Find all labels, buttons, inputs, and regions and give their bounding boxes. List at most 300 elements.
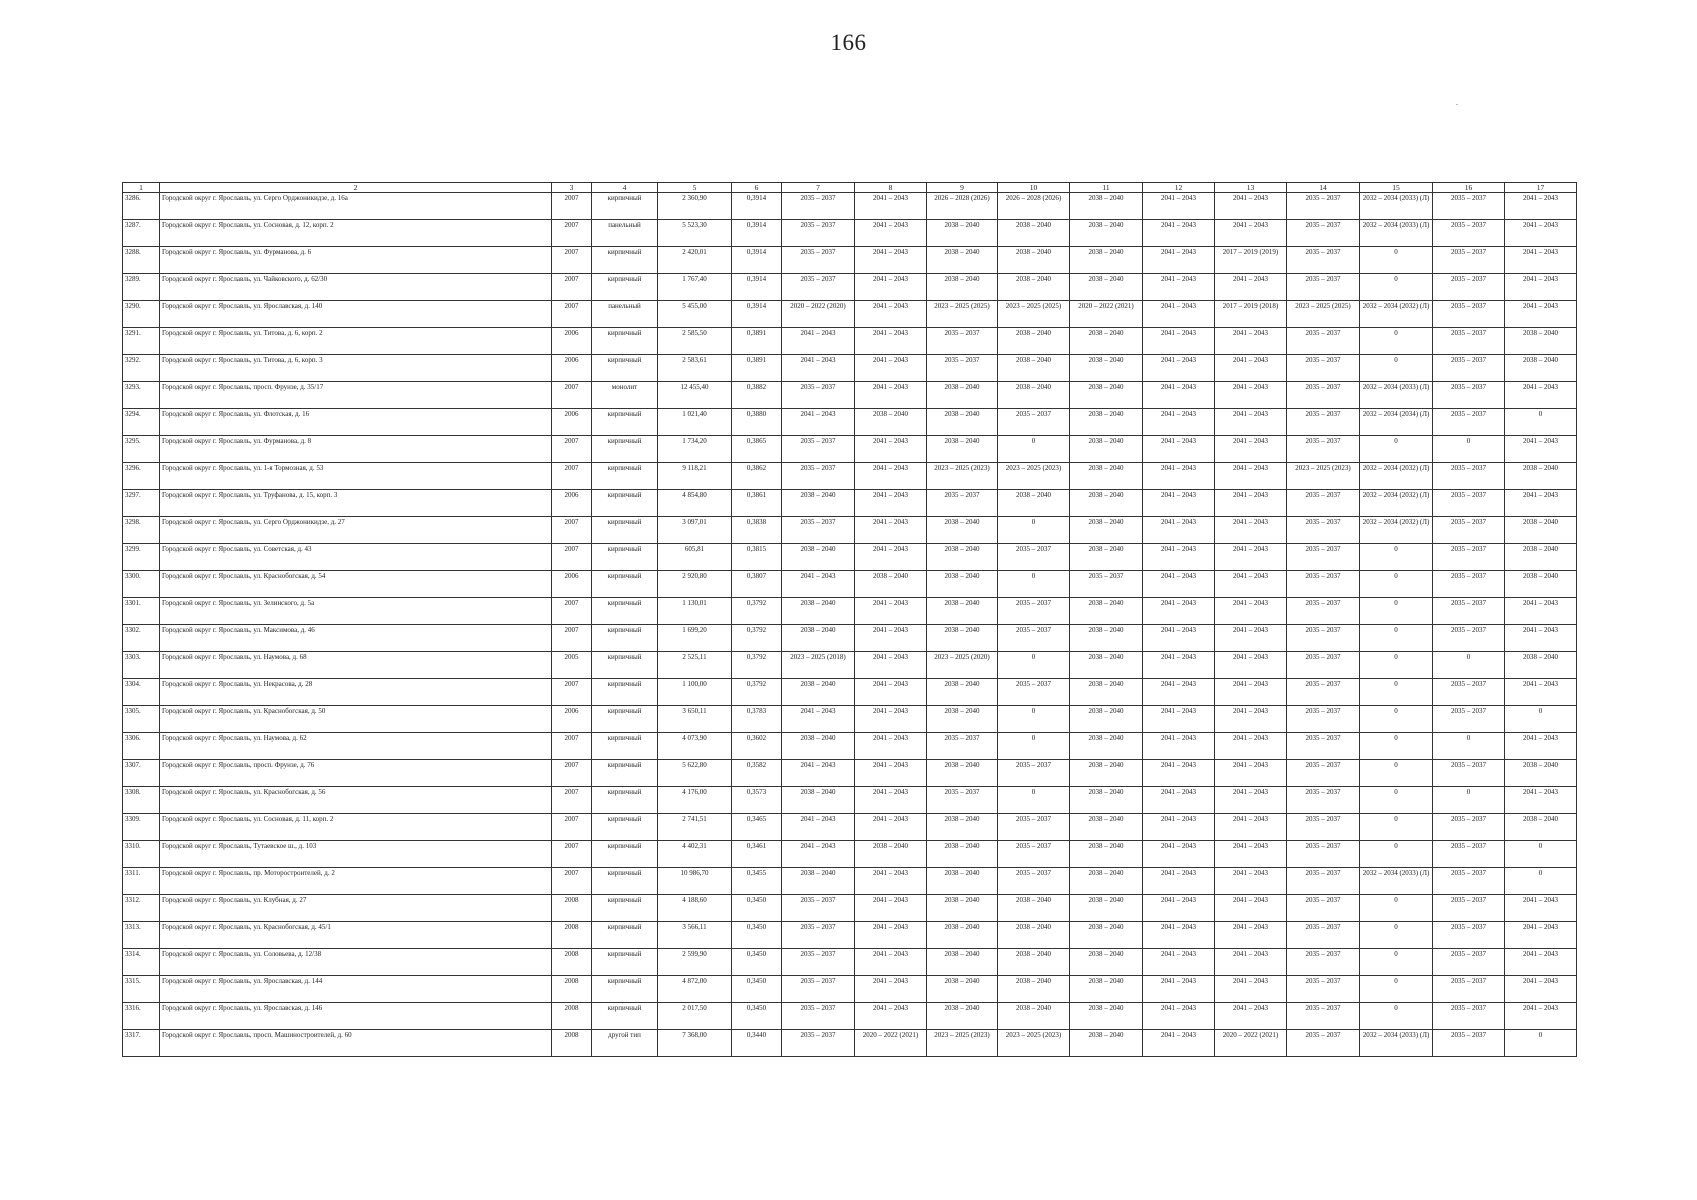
table-cell: 0: [1360, 706, 1433, 733]
table-cell: 3317.: [123, 1030, 160, 1057]
table-cell: 2007: [552, 598, 592, 625]
table-cell: 2041 – 2043: [1215, 706, 1287, 733]
address-cell: Городской округ г. Ярославль, ул. Сосновая, д. 12, корп. 2: [160, 220, 552, 247]
table-cell: 2041 – 2043: [855, 976, 927, 1003]
table-cell: 2 360,90: [658, 193, 732, 220]
table-cell: 0: [1360, 733, 1433, 760]
table-cell: 2007: [552, 544, 592, 571]
table-cell: кирпичный: [592, 625, 658, 652]
table-cell: 2041 – 2043: [1143, 922, 1215, 949]
column-header: 10: [998, 183, 1070, 193]
table-cell: 2038 – 2040: [927, 517, 998, 544]
table-cell: 2041 – 2043: [855, 895, 927, 922]
table-cell: 2007: [552, 787, 592, 814]
table-cell: 2041 – 2043: [1505, 625, 1577, 652]
table-cell: 2035 – 2037: [1287, 247, 1360, 274]
table-cell: 2035 – 2037: [1433, 841, 1505, 868]
table-cell: 0: [998, 571, 1070, 598]
housing-register-table: [122, 182, 1577, 1057]
table-cell: 0: [1360, 625, 1433, 652]
table-cell: кирпичный: [592, 544, 658, 571]
table-cell: 2035 – 2037: [1433, 220, 1505, 247]
table-cell: 2035 – 2037: [1287, 652, 1360, 679]
table-cell: 2038 – 2040: [1070, 274, 1143, 301]
table-cell: 3292.: [123, 355, 160, 382]
table-cell: 2007: [552, 436, 592, 463]
table-cell: 2006: [552, 490, 592, 517]
table-cell: 2020 – 2022 (2021): [1070, 301, 1143, 328]
table-cell: 2041 – 2043: [1215, 463, 1287, 490]
table-cell: 2035 – 2037: [1287, 436, 1360, 463]
table-cell: 2041 – 2043: [1215, 733, 1287, 760]
table-cell: 2038 – 2040: [998, 328, 1070, 355]
table-cell: 2038 – 2040: [1070, 679, 1143, 706]
table-cell: 2038 – 2040: [1070, 922, 1143, 949]
table-row: [123, 733, 1577, 760]
table-cell: 2 741,51: [658, 814, 732, 841]
table-cell: 0,3862: [732, 463, 782, 490]
table-cell: 2035 – 2037: [1433, 760, 1505, 787]
table-cell: 0,3450: [732, 976, 782, 1003]
table-cell: 2041 – 2043: [855, 436, 927, 463]
table-cell: 2032 – 2034 (2032) (Л): [1360, 301, 1433, 328]
table-cell: 3308.: [123, 787, 160, 814]
table-cell: 0: [1360, 247, 1433, 274]
table-cell: 2035 – 2037: [1433, 463, 1505, 490]
table-cell: кирпичный: [592, 895, 658, 922]
table-cell: 2023 – 2025 (2025): [998, 301, 1070, 328]
table-cell: 2041 – 2043: [855, 490, 927, 517]
table-cell: 2041 – 2043: [855, 1003, 927, 1030]
table-cell: 9 118,21: [658, 463, 732, 490]
table-cell: 2041 – 2043: [782, 706, 855, 733]
table-cell: 2035 – 2037: [1287, 679, 1360, 706]
table-cell: 2035 – 2037: [1287, 976, 1360, 1003]
table-cell: 0,3792: [732, 652, 782, 679]
table-cell: 2041 – 2043: [1505, 220, 1577, 247]
table-cell: 2035 – 2037: [1287, 895, 1360, 922]
table-row: [123, 787, 1577, 814]
table-cell: 2041 – 2043: [1215, 868, 1287, 895]
table-cell: 2008: [552, 1003, 592, 1030]
table-cell: 2041 – 2043: [1143, 436, 1215, 463]
table-cell: 0,3783: [732, 706, 782, 733]
table-row: [123, 409, 1577, 436]
column-header: 6: [732, 183, 782, 193]
table-cell: 2035 – 2037: [782, 922, 855, 949]
table-cell: 2008: [552, 976, 592, 1003]
table-cell: 2038 – 2040: [927, 1003, 998, 1030]
table-cell: кирпичный: [592, 355, 658, 382]
table-cell: 2035 – 2037: [1287, 949, 1360, 976]
table-cell: 2038 – 2040: [998, 382, 1070, 409]
table-cell: кирпичный: [592, 247, 658, 274]
table-cell: 2041 – 2043: [1143, 463, 1215, 490]
table-cell: 2041 – 2043: [1215, 895, 1287, 922]
table-cell: 2038 – 2040: [855, 409, 927, 436]
table-cell: 2041 – 2043: [782, 409, 855, 436]
address-cell: Городской округ г. Ярославль, ул. Клубная, д. 27: [160, 895, 552, 922]
table-cell: 3297.: [123, 490, 160, 517]
table-cell: 2035 – 2037: [1287, 1003, 1360, 1030]
table-cell: 0,3461: [732, 841, 782, 868]
table-cell: 4 176,00: [658, 787, 732, 814]
page-number: 166: [830, 30, 867, 55]
table-cell: кирпичный: [592, 517, 658, 544]
column-header: 9: [927, 183, 998, 193]
table-cell: 2041 – 2043: [1143, 787, 1215, 814]
table-cell: 2035 – 2037: [1433, 301, 1505, 328]
table-cell: 2041 – 2043: [782, 355, 855, 382]
table-cell: 12 455,40: [658, 382, 732, 409]
table-cell: 2041 – 2043: [1215, 814, 1287, 841]
table-cell: 2038 – 2040: [998, 247, 1070, 274]
table-row: [123, 274, 1577, 301]
table-cell: 2035 – 2037: [1433, 814, 1505, 841]
table-cell: 2035 – 2037: [998, 544, 1070, 571]
table-cell: 2007: [552, 517, 592, 544]
table-cell: 2038 – 2040: [927, 274, 998, 301]
address-cell: Городской округ г. Ярославль, ул. Сосновая, д. 11, корп. 2: [160, 814, 552, 841]
table-cell: 2041 – 2043: [1215, 652, 1287, 679]
table-cell: 2007: [552, 463, 592, 490]
table-cell: 2007: [552, 841, 592, 868]
table-cell: 2038 – 2040: [1070, 436, 1143, 463]
table-row: [123, 220, 1577, 247]
table-cell: 2035 – 2037: [1433, 409, 1505, 436]
table-cell: 2035 – 2037: [998, 679, 1070, 706]
table-cell: 2041 – 2043: [1143, 1030, 1215, 1057]
table-cell: 2005: [552, 652, 592, 679]
table-cell: 1 130,01: [658, 598, 732, 625]
table-cell: 2038 – 2040: [782, 625, 855, 652]
table-cell: 2038 – 2040: [927, 895, 998, 922]
table-cell: 2023 – 2025 (2023): [1287, 463, 1360, 490]
table-cell: 2035 – 2037: [1287, 490, 1360, 517]
table-cell: 2035 – 2037: [782, 895, 855, 922]
table-row: [123, 544, 1577, 571]
table-cell: 2041 – 2043: [855, 922, 927, 949]
table-cell: 2035 – 2037: [782, 1003, 855, 1030]
table-body: [123, 193, 1577, 1057]
table-cell: 3315.: [123, 976, 160, 1003]
table-cell: 2038 – 2040: [1070, 247, 1143, 274]
table-cell: 2041 – 2043: [782, 814, 855, 841]
table-cell: 2038 – 2040: [927, 706, 998, 733]
table-cell: 2035 – 2037: [1433, 490, 1505, 517]
table-cell: 2038 – 2040: [1505, 355, 1577, 382]
table-cell: 2041 – 2043: [1143, 544, 1215, 571]
address-cell: Городской округ г. Ярославль, ул. 1-я Тормозная, д. 53: [160, 463, 552, 490]
table-cell: 2041 – 2043: [1215, 841, 1287, 868]
table-cell: 2035 – 2037: [998, 760, 1070, 787]
table-row: [123, 922, 1577, 949]
table-cell: 2007: [552, 274, 592, 301]
table-cell: 2041 – 2043: [782, 571, 855, 598]
table-cell: 2038 – 2040: [998, 895, 1070, 922]
table-cell: 2035 – 2037: [782, 193, 855, 220]
table-cell: 3289.: [123, 274, 160, 301]
table-cell: кирпичный: [592, 193, 658, 220]
column-header: 16: [1433, 183, 1505, 193]
table-cell: 0: [1360, 841, 1433, 868]
table-cell: 0,3455: [732, 868, 782, 895]
table-cell: 2035 – 2037: [782, 247, 855, 274]
column-header: 5: [658, 183, 732, 193]
table-cell: 2038 – 2040: [927, 571, 998, 598]
table-cell: 2041 – 2043: [1505, 949, 1577, 976]
table-cell: 2 585,50: [658, 328, 732, 355]
table-cell: 2035 – 2037: [998, 814, 1070, 841]
table-cell: 2041 – 2043: [855, 301, 927, 328]
table-cell: 3311.: [123, 868, 160, 895]
table-cell: 2007: [552, 868, 592, 895]
table-cell: 2041 – 2043: [855, 220, 927, 247]
scan-speck: [1456, 104, 1458, 105]
table-cell: 2035 – 2037: [1433, 355, 1505, 382]
table-cell: 2038 – 2040: [1070, 760, 1143, 787]
table-cell: 2038 – 2040: [1070, 625, 1143, 652]
table-cell: 2041 – 2043: [1505, 1003, 1577, 1030]
table-row: [123, 625, 1577, 652]
table-cell: 2035 – 2037: [1287, 544, 1360, 571]
table-cell: кирпичный: [592, 679, 658, 706]
table-cell: 2 599,90: [658, 949, 732, 976]
table-cell: 3 566,11: [658, 922, 732, 949]
table-cell: 2038 – 2040: [1070, 652, 1143, 679]
table-cell: 0: [998, 517, 1070, 544]
table-cell: 2041 – 2043: [1143, 490, 1215, 517]
table-cell: 5 523,30: [658, 220, 732, 247]
table-cell: 0: [1360, 679, 1433, 706]
table-cell: 2032 – 2034 (2033) (Л): [1360, 382, 1433, 409]
table-cell: 0: [1433, 787, 1505, 814]
table-cell: 2035 – 2037: [927, 733, 998, 760]
table-cell: 2041 – 2043: [1143, 733, 1215, 760]
address-cell: Городской округ г. Ярославль, ул. Фурманова, д. 6: [160, 247, 552, 274]
table-cell: 3288.: [123, 247, 160, 274]
table-cell: 2041 – 2043: [1215, 598, 1287, 625]
table-cell: 2035 – 2037: [782, 949, 855, 976]
table-cell: 0: [998, 436, 1070, 463]
address-cell: Городской округ г. Ярославль, ул. Чайковского, д. 62/30: [160, 274, 552, 301]
table-cell: 2041 – 2043: [1143, 814, 1215, 841]
column-header: 3: [552, 183, 592, 193]
table-cell: 2026 – 2028 (2026): [927, 193, 998, 220]
table-row: [123, 247, 1577, 274]
table-cell: 2007: [552, 220, 592, 247]
table-cell: 2041 – 2043: [1505, 490, 1577, 517]
table-cell: 2041 – 2043: [1143, 598, 1215, 625]
table-cell: 2041 – 2043: [1215, 517, 1287, 544]
table-cell: 2035 – 2037: [927, 490, 998, 517]
table-cell: 0,3450: [732, 1003, 782, 1030]
table-cell: 0: [1505, 409, 1577, 436]
table-row: [123, 463, 1577, 490]
table-cell: 2041 – 2043: [1215, 571, 1287, 598]
table-cell: 2041 – 2043: [855, 760, 927, 787]
table-cell: 0,3465: [732, 814, 782, 841]
table-cell: 2038 – 2040: [1505, 517, 1577, 544]
table-cell: 2038 – 2040: [1505, 814, 1577, 841]
table-cell: 0: [1505, 841, 1577, 868]
table-row: [123, 382, 1577, 409]
table-cell: 3295.: [123, 436, 160, 463]
table-cell: 2041 – 2043: [855, 274, 927, 301]
table-cell: 0,3573: [732, 787, 782, 814]
table-cell: 2038 – 2040: [1070, 355, 1143, 382]
table-cell: 2041 – 2043: [1143, 193, 1215, 220]
address-cell: Городской округ г. Ярославль, ул. Серго Орджоникидзе, д. 16а: [160, 193, 552, 220]
table-cell: 2041 – 2043: [1215, 193, 1287, 220]
address-cell: Городской округ г. Ярославль, просп. Машиностроителей, д. 60: [160, 1030, 552, 1057]
table-cell: 0,3914: [732, 220, 782, 247]
table-cell: 2035 – 2037: [1287, 760, 1360, 787]
address-cell: Городской округ г. Ярославль, просп. Фрунзе, д. 76: [160, 760, 552, 787]
column-header: 1: [123, 183, 160, 193]
column-header: 2: [160, 183, 552, 193]
table-cell: 2038 – 2040: [1070, 598, 1143, 625]
table-cell: 2 017,50: [658, 1003, 732, 1030]
table-cell: 2007: [552, 679, 592, 706]
table-row: [123, 814, 1577, 841]
table-cell: 0: [1360, 328, 1433, 355]
table-cell: 2007: [552, 382, 592, 409]
table-cell: 2 920,80: [658, 571, 732, 598]
table-cell: 2038 – 2040: [1070, 733, 1143, 760]
table-cell: 2041 – 2043: [855, 382, 927, 409]
table-cell: 3312.: [123, 895, 160, 922]
table-cell: 2038 – 2040: [1070, 544, 1143, 571]
table-cell: 2008: [552, 895, 592, 922]
table-cell: 3300.: [123, 571, 160, 598]
table-cell: 2038 – 2040: [927, 841, 998, 868]
table-cell: 2023 – 2025 (2025): [927, 301, 998, 328]
table-cell: 0,3807: [732, 571, 782, 598]
table-cell: 4 073,90: [658, 733, 732, 760]
table-cell: 2038 – 2040: [855, 841, 927, 868]
table-cell: 2032 – 2034 (2032) (Л): [1360, 490, 1433, 517]
table-cell: кирпичный: [592, 868, 658, 895]
table-row: [123, 436, 1577, 463]
table-cell: 5 455,00: [658, 301, 732, 328]
table-cell: 2038 – 2040: [998, 976, 1070, 1003]
table-cell: кирпичный: [592, 598, 658, 625]
table-cell: 2038 – 2040: [927, 382, 998, 409]
column-header: 13: [1215, 183, 1287, 193]
table-cell: 4 854,80: [658, 490, 732, 517]
address-cell: Городской округ г. Ярославль, ул. Советская, д. 43: [160, 544, 552, 571]
address-cell: Городской округ г. Ярославль, ул. Краснобогская, д. 50: [160, 706, 552, 733]
table-cell: 2041 – 2043: [855, 787, 927, 814]
table-cell: 3 097,01: [658, 517, 732, 544]
table-cell: 3294.: [123, 409, 160, 436]
table-cell: 2038 – 2040: [782, 787, 855, 814]
table-cell: 2038 – 2040: [1070, 814, 1143, 841]
table-cell: 2041 – 2043: [1143, 706, 1215, 733]
table-cell: 2035 – 2037: [1433, 544, 1505, 571]
table-cell: 2035 – 2037: [1433, 868, 1505, 895]
table-cell: кирпичный: [592, 274, 658, 301]
table-cell: 2038 – 2040: [1070, 463, 1143, 490]
table-cell: 2041 – 2043: [1215, 328, 1287, 355]
table-cell: 3301.: [123, 598, 160, 625]
table-row: [123, 841, 1577, 868]
table-cell: 2035 – 2037: [1433, 517, 1505, 544]
table-cell: 0: [998, 733, 1070, 760]
table-cell: 10 986,70: [658, 868, 732, 895]
table-cell: 3 650,11: [658, 706, 732, 733]
table-cell: кирпичный: [592, 787, 658, 814]
table-cell: 0: [998, 652, 1070, 679]
table-cell: 2041 – 2043: [1215, 490, 1287, 517]
table-cell: 2007: [552, 301, 592, 328]
table-cell: 2041 – 2043: [1143, 247, 1215, 274]
table-cell: 2035 – 2037: [1287, 355, 1360, 382]
table-cell: 2041 – 2043: [855, 733, 927, 760]
table-cell: 2041 – 2043: [1505, 922, 1577, 949]
table-cell: 2038 – 2040: [927, 949, 998, 976]
table-cell: 2041 – 2043: [1215, 274, 1287, 301]
table-cell: 2041 – 2043: [855, 949, 927, 976]
table-cell: 2038 – 2040: [998, 274, 1070, 301]
table-cell: 2007: [552, 814, 592, 841]
table-cell: 2032 – 2034 (2033) (Л): [1360, 220, 1433, 247]
table-cell: 2032 – 2034 (2033) (Л): [1360, 193, 1433, 220]
table-cell: кирпичный: [592, 652, 658, 679]
table-row: [123, 868, 1577, 895]
table-cell: 2038 – 2040: [927, 625, 998, 652]
table-cell: 2035 – 2037: [1433, 274, 1505, 301]
table-cell: кирпичный: [592, 814, 658, 841]
table-cell: панельный: [592, 220, 658, 247]
table-cell: 2041 – 2043: [1505, 976, 1577, 1003]
table-cell: кирпичный: [592, 409, 658, 436]
table-cell: 2041 – 2043: [1215, 976, 1287, 1003]
table-cell: 2035 – 2037: [782, 517, 855, 544]
table-cell: 2035 – 2037: [927, 787, 998, 814]
table-cell: кирпичный: [592, 490, 658, 517]
table-cell: 2041 – 2043: [1215, 760, 1287, 787]
table-cell: 2041 – 2043: [1143, 841, 1215, 868]
table-cell: 1 767,40: [658, 274, 732, 301]
table-cell: 2 525,11: [658, 652, 732, 679]
table-row: [123, 571, 1577, 598]
table-row: [123, 976, 1577, 1003]
table-cell: 2041 – 2043: [1505, 436, 1577, 463]
table-cell: 2038 – 2040: [1505, 652, 1577, 679]
table-cell: 2038 – 2040: [855, 571, 927, 598]
table-cell: 0,3891: [732, 355, 782, 382]
table-cell: панельный: [592, 301, 658, 328]
table-row: [123, 652, 1577, 679]
table-cell: 2035 – 2037: [1433, 1030, 1505, 1057]
table-cell: 2038 – 2040: [1505, 544, 1577, 571]
address-cell: Городской округ г. Ярославль, пр. Моторостроителей, д. 2: [160, 868, 552, 895]
table-cell: 2035 – 2037: [1287, 1030, 1360, 1057]
table-cell: 2035 – 2037: [1433, 571, 1505, 598]
table-cell: 2041 – 2043: [855, 625, 927, 652]
table-cell: кирпичный: [592, 949, 658, 976]
table-cell: 2038 – 2040: [1070, 1030, 1143, 1057]
table-cell: 2041 – 2043: [1215, 220, 1287, 247]
table-cell: 2038 – 2040: [782, 490, 855, 517]
table-cell: 2035 – 2037: [1287, 706, 1360, 733]
table-cell: 2041 – 2043: [1143, 625, 1215, 652]
table-cell: 3293.: [123, 382, 160, 409]
table-cell: 2038 – 2040: [1070, 841, 1143, 868]
table-row: [123, 760, 1577, 787]
